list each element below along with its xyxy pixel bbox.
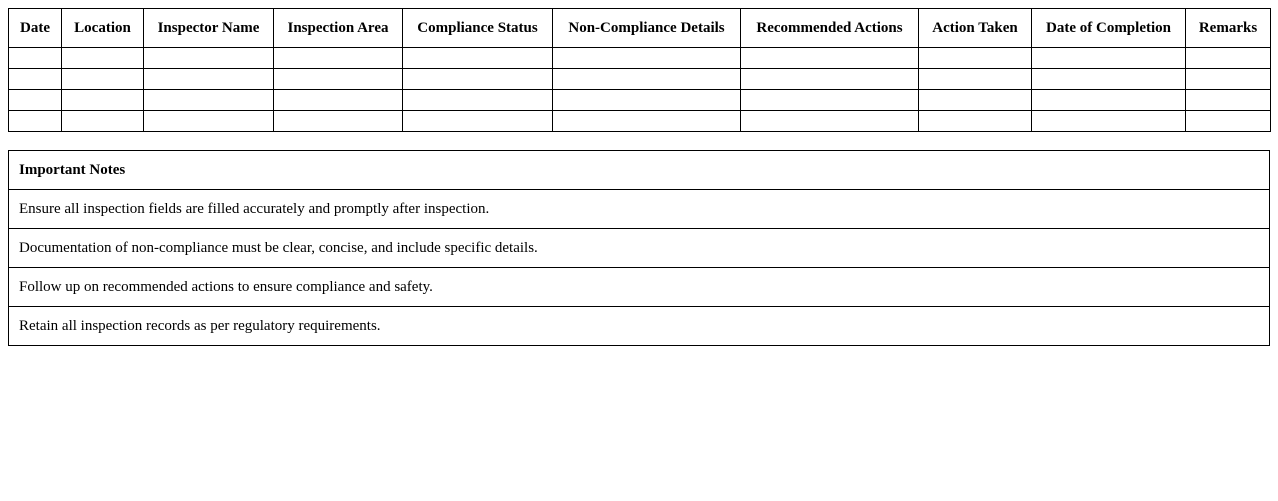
table-cell xyxy=(144,111,274,132)
table-row xyxy=(9,111,1271,132)
table-cell xyxy=(919,69,1032,90)
table-cell xyxy=(553,48,741,69)
column-header-recommended-actions: Recommended Actions xyxy=(741,9,919,48)
table-cell xyxy=(403,69,553,90)
table-cell xyxy=(553,69,741,90)
note-item: Documentation of non-compliance must be clear, concise, and include specific details. xyxy=(9,229,1270,268)
table-cell xyxy=(919,48,1032,69)
column-header-inspector-name: Inspector Name xyxy=(144,9,274,48)
table-row xyxy=(9,90,1271,111)
table-body xyxy=(9,48,1271,132)
table-row xyxy=(9,69,1271,90)
column-header-non-compliance-details: Non-Compliance Details xyxy=(553,9,741,48)
inspection-log-table xyxy=(8,8,1271,132)
table-header xyxy=(9,9,1271,48)
table-cell xyxy=(553,90,741,111)
note-row xyxy=(9,229,1270,268)
table-cell xyxy=(403,90,553,111)
table-cell xyxy=(553,111,741,132)
column-header-remarks: Remarks xyxy=(1186,9,1271,48)
table-cell xyxy=(1186,111,1271,132)
note-item: Follow up on recommended actions to ensure compliance and safety. xyxy=(9,268,1270,307)
header-row xyxy=(9,9,1271,48)
note-item: Ensure all inspection fields are filled accurately and promptly after inspection. xyxy=(9,190,1270,229)
notes-title: Important Notes xyxy=(9,151,1270,190)
table-cell xyxy=(274,69,403,90)
table-cell xyxy=(741,48,919,69)
table-cell xyxy=(274,48,403,69)
table-cell xyxy=(144,90,274,111)
table-cell xyxy=(919,90,1032,111)
table-cell xyxy=(741,111,919,132)
table-cell xyxy=(1186,90,1271,111)
table-cell xyxy=(9,69,62,90)
table-cell xyxy=(1032,111,1186,132)
important-notes-table xyxy=(8,150,1270,346)
table-cell xyxy=(741,69,919,90)
table-cell xyxy=(9,111,62,132)
table-cell xyxy=(62,48,144,69)
notes-header-row xyxy=(9,151,1270,190)
table-cell xyxy=(919,111,1032,132)
note-item: Retain all inspection records as per regulatory requirements. xyxy=(9,307,1270,346)
table-cell xyxy=(1186,69,1271,90)
table-cell xyxy=(741,90,919,111)
table-cell xyxy=(62,111,144,132)
table-cell xyxy=(1186,48,1271,69)
table-cell xyxy=(1032,69,1186,90)
notes-header xyxy=(9,151,1270,190)
table-cell xyxy=(1032,90,1186,111)
column-header-date: Date xyxy=(9,9,62,48)
column-header-action-taken: Action Taken xyxy=(919,9,1032,48)
table-row xyxy=(9,48,1271,69)
table-cell xyxy=(144,69,274,90)
table-cell xyxy=(9,48,62,69)
column-header-compliance-status: Compliance Status xyxy=(403,9,553,48)
notes-body xyxy=(9,190,1270,346)
table-cell xyxy=(144,48,274,69)
table-cell xyxy=(403,48,553,69)
column-header-location: Location xyxy=(62,9,144,48)
column-header-inspection-area: Inspection Area xyxy=(274,9,403,48)
table-cell xyxy=(62,90,144,111)
note-row xyxy=(9,268,1270,307)
table-cell xyxy=(403,111,553,132)
table-cell xyxy=(274,90,403,111)
table-cell xyxy=(274,111,403,132)
table-cell xyxy=(9,90,62,111)
column-header-date-of-completion: Date of Completion xyxy=(1032,9,1186,48)
note-row xyxy=(9,307,1270,346)
table-cell xyxy=(62,69,144,90)
table-cell xyxy=(1032,48,1186,69)
note-row xyxy=(9,190,1270,229)
